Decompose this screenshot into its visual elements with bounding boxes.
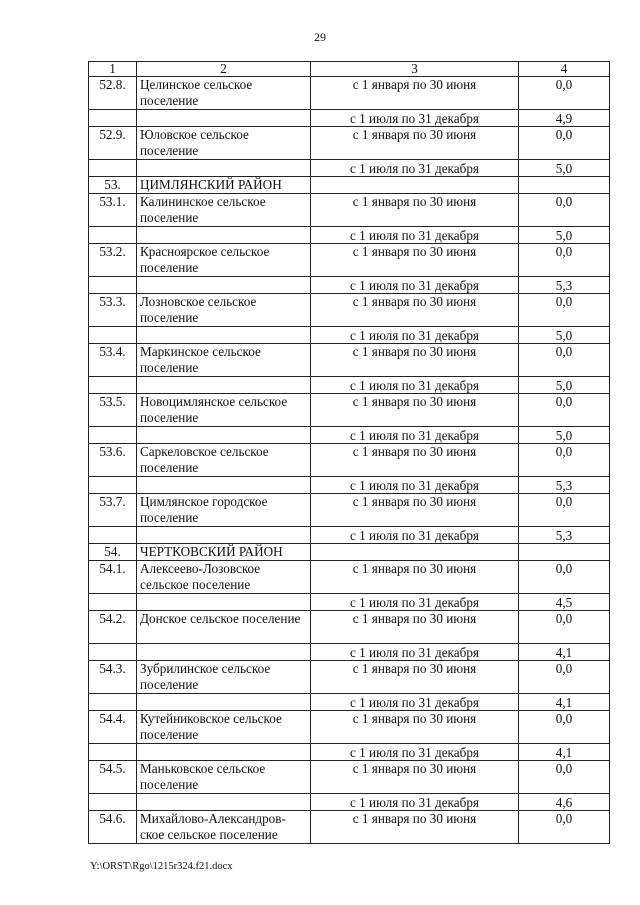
settlement-name: Зубрилинское сельское поселение <box>137 661 311 694</box>
table-row <box>89 127 610 160</box>
table-row <box>89 444 610 477</box>
value-first-half: 0,0 <box>519 294 610 327</box>
table-row <box>89 394 610 427</box>
row-number: 54.1. <box>89 561 137 594</box>
empty-cell <box>89 644 137 661</box>
table-row <box>89 227 610 244</box>
settlement-name: Лозновское сельское поселение <box>137 294 311 327</box>
empty-cell <box>89 794 137 811</box>
empty-cell <box>311 177 519 194</box>
table-row <box>89 711 610 744</box>
table-row <box>89 294 610 327</box>
empty-cell <box>137 644 311 661</box>
table-row <box>89 377 610 394</box>
empty-cell <box>89 744 137 761</box>
settlement-name: Новоцимлянское сельское поселение <box>137 394 311 427</box>
table-row <box>89 344 610 377</box>
period-second-half: с 1 июля по 31 декабря <box>311 594 519 611</box>
empty-cell <box>89 227 137 244</box>
table-row <box>89 594 610 611</box>
row-number: 52.8. <box>89 77 137 110</box>
table-row <box>89 661 610 694</box>
value-first-half: 0,0 <box>519 811 610 844</box>
period-first-half: с 1 января по 30 июня <box>311 127 519 160</box>
value-first-half: 0,0 <box>519 244 610 277</box>
period-second-half: с 1 июля по 31 декабря <box>311 644 519 661</box>
period-first-half: с 1 января по 30 июня <box>311 811 519 844</box>
empty-cell <box>137 694 311 711</box>
value-second-half: 5,3 <box>519 277 610 294</box>
table-row <box>89 694 610 711</box>
value-first-half: 0,0 <box>519 194 610 227</box>
empty-cell <box>137 377 311 394</box>
empty-cell <box>519 177 610 194</box>
value-second-half: 4,5 <box>519 594 610 611</box>
column-header: 2 <box>137 62 311 77</box>
table-row <box>89 194 610 227</box>
value-first-half: 0,0 <box>519 711 610 744</box>
settlement-name: Красноярское сельское поселение <box>137 244 311 277</box>
value-first-half: 0,0 <box>519 661 610 694</box>
row-number: 53.4. <box>89 344 137 377</box>
settlement-name: Маркинское сельское поселение <box>137 344 311 377</box>
row-number: 54.4. <box>89 711 137 744</box>
district-row <box>89 544 610 561</box>
period-second-half: с 1 июля по 31 декабря <box>311 527 519 544</box>
table-row <box>89 327 610 344</box>
table-row <box>89 744 610 761</box>
value-second-half: 5,3 <box>519 527 610 544</box>
row-number: 54.6. <box>89 811 137 844</box>
period-second-half: с 1 июля по 31 декабря <box>311 694 519 711</box>
empty-cell <box>137 594 311 611</box>
period-first-half: с 1 января по 30 июня <box>311 77 519 110</box>
period-second-half: с 1 июля по 31 декабря <box>311 744 519 761</box>
empty-cell <box>137 227 311 244</box>
row-number: 54.2. <box>89 611 137 644</box>
empty-cell <box>137 744 311 761</box>
table-row <box>89 244 610 277</box>
value-second-half: 4,1 <box>519 694 610 711</box>
file-path-footer: Y:\ORST\Rgo\1215r324.f21.docx <box>90 861 233 872</box>
table-row <box>89 110 610 127</box>
empty-cell <box>89 110 137 127</box>
period-second-half: с 1 июля по 31 декабря <box>311 227 519 244</box>
period-second-half: с 1 июля по 31 декабря <box>311 110 519 127</box>
empty-cell <box>89 594 137 611</box>
settlement-name: Маньковское сельское поселение <box>137 761 311 794</box>
table-row <box>89 77 610 110</box>
district-name: ЦИМЛЯНСКИЙ РАЙОН <box>137 177 311 194</box>
period-first-half: с 1 января по 30 июня <box>311 494 519 527</box>
district-name: ЧЕРТКОВСКИЙ РАЙОН <box>137 544 311 561</box>
value-first-half: 0,0 <box>519 494 610 527</box>
settlement-name: Целинское сельское поселение <box>137 77 311 110</box>
value-first-half: 0,0 <box>519 77 610 110</box>
empty-cell <box>137 477 311 494</box>
row-number: 53.7. <box>89 494 137 527</box>
period-second-half: с 1 июля по 31 декабря <box>311 327 519 344</box>
period-second-half: с 1 июля по 31 декабря <box>311 277 519 294</box>
empty-cell <box>137 427 311 444</box>
empty-cell <box>89 377 137 394</box>
settlement-name: Саркеловское сельское поселение <box>137 444 311 477</box>
empty-cell <box>89 477 137 494</box>
value-first-half: 0,0 <box>519 127 610 160</box>
period-first-half: с 1 января по 30 июня <box>311 194 519 227</box>
value-first-half: 0,0 <box>519 761 610 794</box>
empty-cell <box>137 794 311 811</box>
row-number: 53.2. <box>89 244 137 277</box>
row-number: 52.9. <box>89 127 137 160</box>
period-second-half: с 1 июля по 31 декабря <box>311 794 519 811</box>
table-row <box>89 611 610 644</box>
value-first-half: 0,0 <box>519 611 610 644</box>
district-row <box>89 177 610 194</box>
value-second-half: 5,0 <box>519 327 610 344</box>
period-first-half: с 1 января по 30 июня <box>311 444 519 477</box>
settlement-name: Донское сельское поселение <box>137 611 311 644</box>
period-first-half: с 1 января по 30 июня <box>311 761 519 794</box>
period-first-half: с 1 января по 30 июня <box>311 344 519 377</box>
settlement-name: Алексеево-Лозовское сельское поселение <box>137 561 311 594</box>
value-second-half: 4,1 <box>519 644 610 661</box>
column-header: 3 <box>311 62 519 77</box>
period-first-half: с 1 января по 30 июня <box>311 294 519 327</box>
value-second-half: 5,0 <box>519 227 610 244</box>
page-number: 29 <box>314 30 326 44</box>
empty-cell <box>137 327 311 344</box>
empty-cell <box>137 277 311 294</box>
period-first-half: с 1 января по 30 июня <box>311 561 519 594</box>
period-first-half: с 1 января по 30 июня <box>311 661 519 694</box>
value-second-half: 5,0 <box>519 427 610 444</box>
empty-cell <box>89 694 137 711</box>
row-number: 53. <box>89 177 137 194</box>
row-number: 53.6. <box>89 444 137 477</box>
period-second-half: с 1 июля по 31 декабря <box>311 427 519 444</box>
period-first-half: с 1 января по 30 июня <box>311 711 519 744</box>
table-row <box>89 644 610 661</box>
period-second-half: с 1 июля по 31 декабря <box>311 160 519 177</box>
row-number: 54. <box>89 544 137 561</box>
period-second-half: с 1 июля по 31 декабря <box>311 477 519 494</box>
settlement-name: Михайлово-Александров-ское сельское поселение <box>137 811 311 844</box>
table-header-row <box>89 62 610 77</box>
value-first-half: 0,0 <box>519 344 610 377</box>
table-row <box>89 761 610 794</box>
table-row <box>89 494 610 527</box>
row-number: 53.3. <box>89 294 137 327</box>
tariff-table <box>88 61 610 844</box>
empty-cell <box>89 427 137 444</box>
table-row <box>89 427 610 444</box>
period-first-half: с 1 января по 30 июня <box>311 244 519 277</box>
empty-cell <box>137 160 311 177</box>
settlement-name: Кутейниковское сельское поселение <box>137 711 311 744</box>
table-row <box>89 277 610 294</box>
empty-cell <box>137 110 311 127</box>
row-number: 53.5. <box>89 394 137 427</box>
table-row <box>89 794 610 811</box>
table-row <box>89 561 610 594</box>
value-second-half: 5,0 <box>519 377 610 394</box>
column-header: 4 <box>519 62 610 77</box>
value-first-half: 0,0 <box>519 394 610 427</box>
empty-cell <box>89 277 137 294</box>
value-second-half: 5,3 <box>519 477 610 494</box>
value-second-half: 4,6 <box>519 794 610 811</box>
row-number: 53.1. <box>89 194 137 227</box>
period-first-half: с 1 января по 30 июня <box>311 611 519 644</box>
empty-cell <box>311 544 519 561</box>
empty-cell <box>519 544 610 561</box>
empty-cell <box>89 527 137 544</box>
value-first-half: 0,0 <box>519 561 610 594</box>
column-header: 1 <box>89 62 137 77</box>
row-number: 54.3. <box>89 661 137 694</box>
value-second-half: 5,0 <box>519 160 610 177</box>
table-row <box>89 811 610 844</box>
period-first-half: с 1 января по 30 июня <box>311 394 519 427</box>
settlement-name: Калининское сельское поселение <box>137 194 311 227</box>
value-first-half: 0,0 <box>519 444 610 477</box>
settlement-name: Цимлянское городское поселение <box>137 494 311 527</box>
settlement-name: Юловское сельское поселение <box>137 127 311 160</box>
table-row <box>89 527 610 544</box>
value-second-half: 4,9 <box>519 110 610 127</box>
empty-cell <box>137 527 311 544</box>
period-second-half: с 1 июля по 31 декабря <box>311 377 519 394</box>
table-row <box>89 160 610 177</box>
empty-cell <box>89 160 137 177</box>
table-row <box>89 477 610 494</box>
row-number: 54.5. <box>89 761 137 794</box>
empty-cell <box>89 327 137 344</box>
value-second-half: 4,1 <box>519 744 610 761</box>
